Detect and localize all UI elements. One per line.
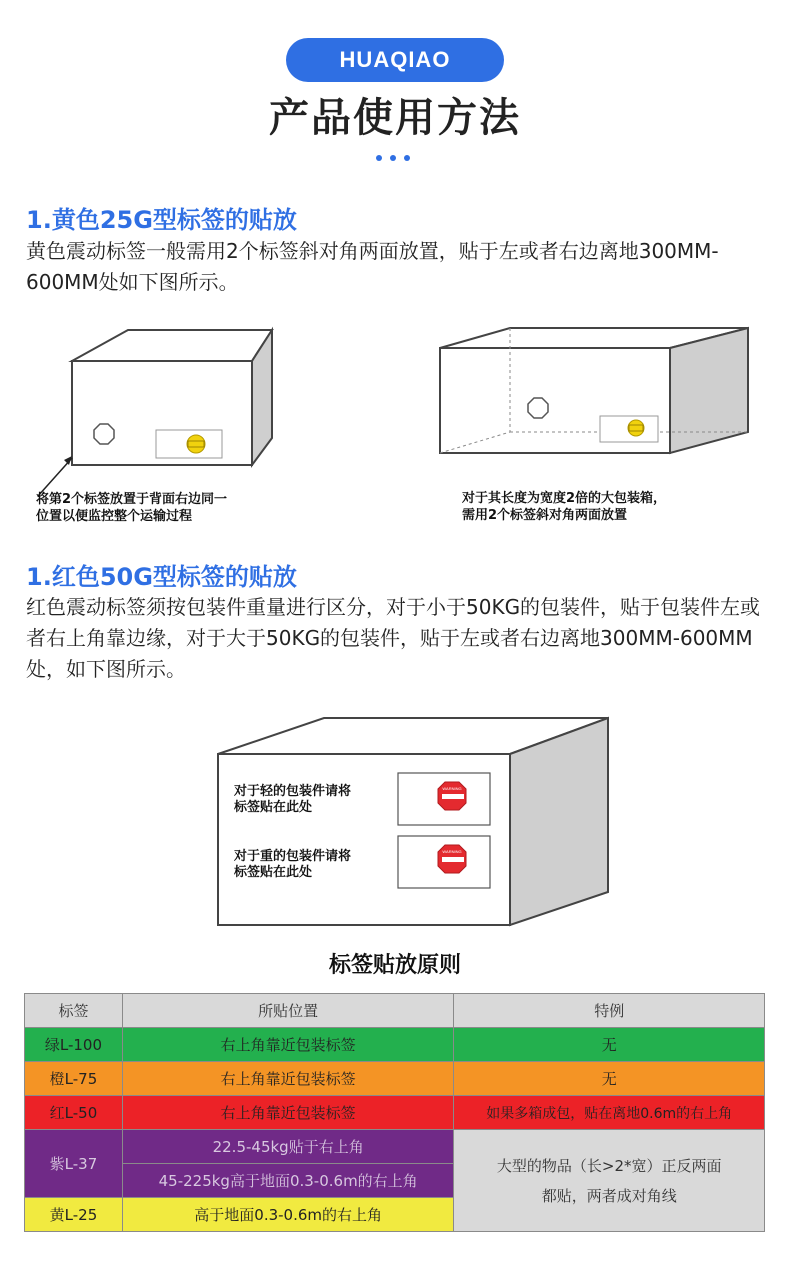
page-title: 产品使用方法 bbox=[269, 95, 521, 141]
heavy-package-label-line1: 对于重的包装件请将 bbox=[234, 849, 352, 864]
octagon-outline-icon bbox=[94, 424, 114, 444]
red-warning-octagon-icon bbox=[438, 845, 466, 873]
table-title: 标签贴放原则 bbox=[328, 953, 461, 978]
left-caption-line1: 将第2个标签放置于背面右边同一 bbox=[36, 492, 228, 507]
placement-rules-table bbox=[24, 993, 765, 1232]
table-header-row bbox=[25, 994, 765, 1028]
row-label: 黄L-25 bbox=[25, 1198, 123, 1232]
merged-special-line1: 大型的物品（长>2*宽）正反两面 bbox=[496, 1156, 722, 1175]
heavy-package-label-line2: 标签贴在此处 bbox=[234, 865, 313, 880]
header-special: 特例 bbox=[454, 994, 765, 1028]
row-special-merged bbox=[454, 1130, 765, 1232]
section2-heading: 1.红色50G型标签的贴放 bbox=[26, 563, 297, 591]
row-label: 紫L-37 bbox=[25, 1130, 123, 1198]
section1-body: 黄色震动标签一般需用2个标签斜对角两面放置，贴于左或者右边离地300MM-600MM处如下图所示。 bbox=[26, 239, 719, 294]
section1-heading: 1.黄色25G型标签的贴放 bbox=[26, 206, 297, 234]
red-warning-octagon-icon bbox=[438, 782, 466, 810]
merged-special-line2: 都贴，两者成对角线 bbox=[541, 1186, 677, 1205]
header-label: 标签 bbox=[25, 994, 123, 1028]
section2-body: 红色震动标签须按包装件重量进行区分，对于小于50KG的包装件，贴于包装件左或者右上角靠边缘，对于大于50KG的包装件，贴于左或者右边离地300MM-600MM处，如下图所示。 bbox=[26, 595, 761, 681]
left-caption-line2: 位置以便监控整个运输过程 bbox=[36, 509, 193, 524]
header-position: 所贴位置 bbox=[122, 994, 454, 1028]
row-position: 22.5-45kg贴于右上角 bbox=[122, 1130, 454, 1164]
table-row bbox=[25, 1028, 765, 1062]
row-special: 如果多箱成包，贴在离地0.6m的右上角 bbox=[454, 1096, 765, 1130]
svg-text:WARNING: WARNING bbox=[442, 849, 462, 854]
long-box-figure bbox=[430, 320, 760, 460]
row-position: 右上角靠近包装标签 bbox=[122, 1062, 454, 1096]
svg-text:WARNING: WARNING bbox=[442, 786, 462, 791]
brand-badge: HUAQIAO bbox=[286, 38, 504, 82]
light-package-label-line1: 对于轻的包装件请将 bbox=[234, 784, 352, 799]
table-row bbox=[25, 1096, 765, 1130]
right-caption-line2: 需用2个标签斜对角两面放置 bbox=[462, 508, 628, 523]
octagon-outline-icon bbox=[528, 398, 548, 418]
row-position: 右上角靠近包装标签 bbox=[122, 1096, 454, 1130]
row-special: 无 bbox=[454, 1028, 765, 1062]
row-position: 高于地面0.3-0.6m的右上角 bbox=[122, 1198, 454, 1232]
right-caption-line1: 对于其长度为宽度2倍的大包装箱， bbox=[462, 491, 667, 506]
row-label: 红L-50 bbox=[25, 1096, 123, 1130]
light-package-label-line2: 标签贴在此处 bbox=[234, 800, 313, 815]
red-label-box-figure bbox=[214, 712, 614, 934]
row-label: 绿L-100 bbox=[25, 1028, 123, 1062]
row-position: 右上角靠近包装标签 bbox=[122, 1028, 454, 1062]
row-special: 无 bbox=[454, 1062, 765, 1096]
title-dots bbox=[372, 146, 418, 154]
table-row bbox=[25, 1130, 765, 1164]
table-row bbox=[25, 1062, 765, 1096]
row-position: 45-225kg高于地面0.3-0.6m的右上角 bbox=[122, 1164, 454, 1198]
row-label: 橙L-75 bbox=[25, 1062, 123, 1096]
